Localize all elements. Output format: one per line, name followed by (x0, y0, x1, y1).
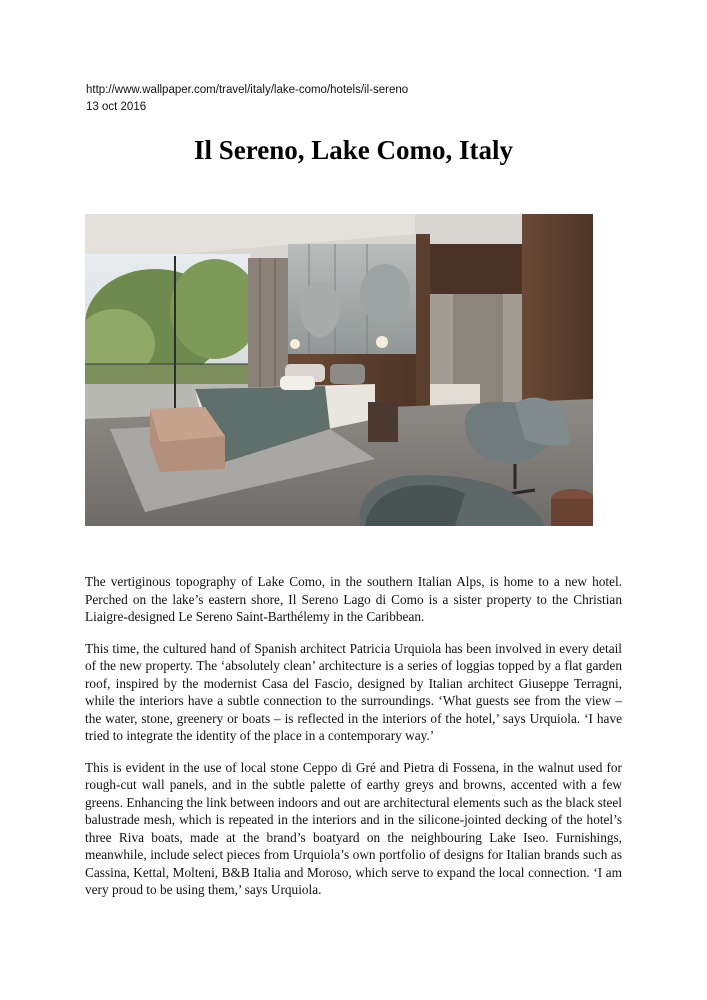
source-url: http://www.wallpaper.com/travel/italy/lake-como/hotels/il-sereno (86, 84, 409, 96)
article-title: Il Sereno, Lake Como, Italy (193, 135, 513, 165)
publication-date: 13 oct 2016 (86, 101, 147, 113)
article-paragraph-3: This is evident in the use of local stone Ceppo di Gré and Pietra di Fossena, in the walnut used for rough-cut wall panels, and in the subtle palette of earthy greys and browns, accented with a few greens. Enhancing the link between indoors and out are architectural elements such as the black steel balustrade mesh, which is repeated in the interiors and in the silicone-jointed decking of the hotel’s three Riva boats, made at the brand’s boatyard on the neighbouring Lake Iseo. Furnishings, meanwhile, include select pieces from Urquiola’s own portfolio of designs for Italian brands such as Cassina, Kettal, Molteni, B&B Italia and Moroso, which serve to expand the local connection. ‘I am very proud to be using them,’ says Urquiola. (85, 759, 622, 897)
hotel-room-photo (85, 214, 593, 526)
article-paragraph-2: This time, the cultured hand of Spanish architect Patricia Urquiola has been involved in every detail of the new property. The ‘absolutely clean’ architecture is a series of loggias topped by a flat garden roof, inspired by the modernist Casa del Fascio, designed by Italian architect Giuseppe Terragni, while the interiors have a subtle connection to the surroundings. ‘What guests see from the view – the water, stone, greenery or boats – is reflected in the interiors of the hotel,’ says Urquiola. ‘I have tried to integrate the identity of the place in a contemporary way.’ (85, 640, 622, 743)
article-body (85, 573, 622, 913)
article-paragraph-1: The vertiginous topography of Lake Como, in the southern Italian Alps, is home to a new hotel. Perched on the lake’s eastern shore, Il Sereno Lago di Como is a sister property to the Christian Liaigre-designed Le Sereno Saint-Barthélemy in the Caribbean. (85, 574, 622, 624)
